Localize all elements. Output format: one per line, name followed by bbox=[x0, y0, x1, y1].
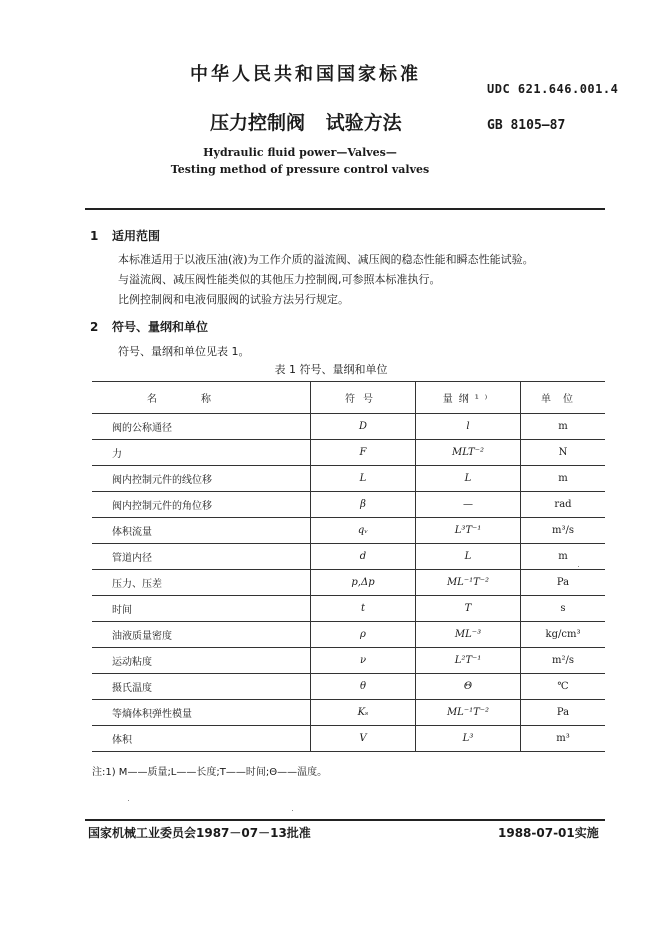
table-row bbox=[92, 466, 605, 492]
cell-name: 阀内控制元件的角位移 bbox=[92, 492, 311, 518]
cell-unit: m²/s bbox=[521, 648, 606, 674]
header-symbol: 符号 bbox=[311, 382, 416, 414]
gb-number: GB 8105—87 bbox=[487, 118, 566, 133]
cell-dimension: l bbox=[416, 414, 521, 440]
table-row bbox=[92, 674, 605, 700]
cell-unit: Pa bbox=[521, 700, 606, 726]
cell-unit: m³ bbox=[521, 726, 606, 752]
cell-dimension: MLT⁻² bbox=[416, 440, 521, 466]
cell-unit: Pa bbox=[521, 570, 606, 596]
section-2-line: 符号、量纲和单位见表 1。 bbox=[118, 345, 250, 358]
header-name: 名称 bbox=[92, 382, 311, 414]
implementation-date: 1988-07-01实施 bbox=[498, 826, 599, 840]
cell-unit: rad bbox=[521, 492, 606, 518]
table-row bbox=[92, 596, 605, 622]
cell-symbol: F bbox=[311, 440, 416, 466]
section-1-title: 适用范围 bbox=[112, 229, 161, 243]
cell-dimension: — bbox=[416, 492, 521, 518]
cell-dimension: ML⁻³ bbox=[416, 622, 521, 648]
cell-symbol: β bbox=[311, 492, 416, 518]
cell-symbol: L bbox=[311, 466, 416, 492]
scan-speck bbox=[292, 810, 293, 811]
cell-name: 时间 bbox=[92, 596, 311, 622]
section-1-number: 1 bbox=[90, 229, 99, 243]
cell-dimension: L³ bbox=[416, 726, 521, 752]
cell-dimension: L bbox=[416, 466, 521, 492]
cell-name: 运动粘度 bbox=[92, 648, 311, 674]
cell-unit: N bbox=[521, 440, 606, 466]
cell-unit: m bbox=[521, 466, 606, 492]
table-header-row bbox=[92, 382, 605, 414]
cell-symbol: ρ bbox=[311, 622, 416, 648]
cell-symbol: t bbox=[311, 596, 416, 622]
cell-dimension: ML⁻¹T⁻² bbox=[416, 700, 521, 726]
table-row bbox=[92, 414, 605, 440]
cell-unit: m bbox=[521, 544, 606, 570]
cell-name: 阀内控制元件的线位移 bbox=[92, 466, 311, 492]
section-2-number: 2 bbox=[90, 320, 99, 334]
document-title-en-line2: Testing method of pressure control valves bbox=[170, 163, 430, 176]
cell-unit: kg/cm³ bbox=[521, 622, 606, 648]
cell-symbol: Kₛ bbox=[311, 700, 416, 726]
cell-name: 体积流量 bbox=[92, 518, 311, 544]
cell-name: 摄氏温度 bbox=[92, 674, 311, 700]
scan-speck bbox=[128, 800, 129, 801]
udc-code: UDC 621.646.001.4 bbox=[487, 82, 619, 96]
cell-dimension: L³T⁻¹ bbox=[416, 518, 521, 544]
cell-unit: s bbox=[521, 596, 606, 622]
cell-dimension: ML⁻¹T⁻² bbox=[416, 570, 521, 596]
section-1-line-2: 与溢流阀、减压阀性能类似的其他压力控制阀,可参照本标准执行。 bbox=[118, 273, 441, 286]
cell-unit: m bbox=[521, 414, 606, 440]
cell-name: 油液质量密度 bbox=[92, 622, 311, 648]
table-caption: 表 1 符号、量纲和单位 bbox=[274, 363, 388, 376]
symbols-table bbox=[92, 381, 605, 752]
document-title-cn: 压力控制阀 试验方法 bbox=[210, 112, 402, 134]
table-row bbox=[92, 492, 605, 518]
cell-name: 压力、压差 bbox=[92, 570, 311, 596]
document-title-en-line1: Hydraulic fluid power—Valves— bbox=[203, 146, 397, 159]
table-row bbox=[92, 570, 605, 596]
header-dimension: 量纲¹⁾ bbox=[416, 382, 521, 414]
cell-unit: m³/s bbox=[521, 518, 606, 544]
cell-symbol: D bbox=[311, 414, 416, 440]
cell-name: 体积 bbox=[92, 726, 311, 752]
cell-name: 等熵体积弹性模量 bbox=[92, 700, 311, 726]
cell-dimension: L²T⁻¹ bbox=[416, 648, 521, 674]
table-footnote: 注:1) M——质量;L——长度;T——时间;Θ——温度。 bbox=[92, 767, 328, 778]
section-1-line-3: 比例控制阀和电液伺服阀的试验方法另行规定。 bbox=[118, 293, 349, 306]
cell-dimension: L bbox=[416, 544, 521, 570]
table-row bbox=[92, 544, 605, 570]
cell-dimension: T bbox=[416, 596, 521, 622]
table-row bbox=[92, 622, 605, 648]
cell-name: 力 bbox=[92, 440, 311, 466]
section-2-title: 符号、量纲和单位 bbox=[112, 320, 209, 334]
cell-symbol: V bbox=[311, 726, 416, 752]
standard-header: 中华人民共和国国家标准 bbox=[190, 64, 421, 85]
header-divider bbox=[85, 208, 605, 210]
cell-symbol: ν bbox=[311, 648, 416, 674]
cell-symbol: d bbox=[311, 544, 416, 570]
approval-info: 国家机械工业委员会1987－07－13批准 bbox=[88, 826, 311, 840]
section-2-heading bbox=[90, 318, 208, 335]
table-row bbox=[92, 648, 605, 674]
cell-dimension: Θ bbox=[416, 674, 521, 700]
cell-name: 阀的公称通径 bbox=[92, 414, 311, 440]
table-row bbox=[92, 700, 605, 726]
cell-symbol: qᵥ bbox=[311, 518, 416, 544]
table-row bbox=[92, 440, 605, 466]
scan-speck bbox=[578, 566, 579, 567]
section-1-heading bbox=[90, 227, 160, 244]
cell-unit: ℃ bbox=[521, 674, 606, 700]
header-unit: 单位 bbox=[521, 382, 606, 414]
footer-divider bbox=[85, 819, 605, 821]
cell-symbol: p,Δp bbox=[311, 570, 416, 596]
table-row bbox=[92, 518, 605, 544]
table-row bbox=[92, 726, 605, 752]
section-1-line-1: 本标准适用于以液压油(液)为工作介质的溢流阀、减压阀的稳态性能和瞬态性能试验。 bbox=[118, 253, 534, 266]
cell-symbol: θ bbox=[311, 674, 416, 700]
cell-name: 管道内径 bbox=[92, 544, 311, 570]
